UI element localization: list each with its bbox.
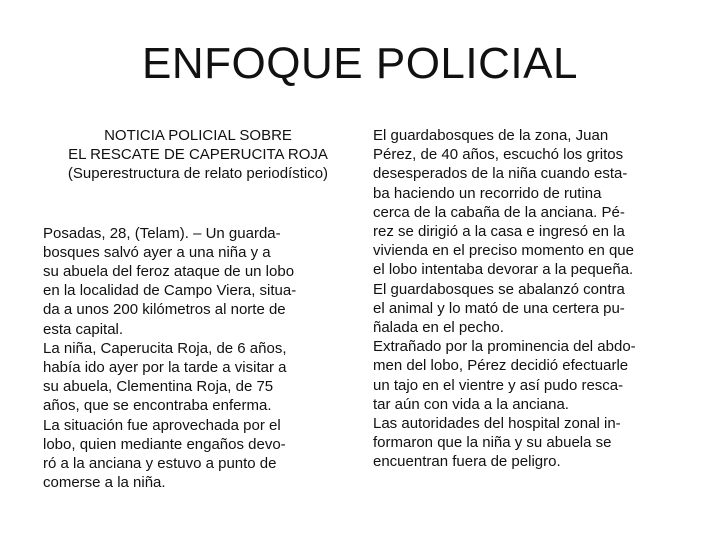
text-line: desesperados de la niña cuando esta- xyxy=(373,165,628,183)
text-line: el lobo intentaba devorar a la pequeña. xyxy=(373,261,634,279)
text-line: formaron que la niña y su abuela se xyxy=(373,434,612,452)
text-line: comerse a la niña. xyxy=(43,474,166,492)
text-line: en la localidad de Campo Viera, situa- xyxy=(43,282,297,300)
text-line: esta capital. xyxy=(43,320,124,338)
left-body-text xyxy=(43,224,353,493)
text-line: rez se dirigió a la casa e ingresó en la xyxy=(373,223,625,241)
text-line: había ido ayer por la tarde a visitar a xyxy=(43,359,287,377)
text-line: da a unos 200 kilómetros al norte de xyxy=(43,301,286,319)
heading-line: NOTICIA POLICIAL SOBRE xyxy=(104,127,292,144)
text-line: encuentran fuera de peligro. xyxy=(373,453,561,471)
text-line: El guardabosques se abalanzó contra xyxy=(373,280,625,298)
text-line: Pérez, de 40 años, escuchó los gritos xyxy=(373,146,624,164)
right-column xyxy=(373,126,683,472)
text-line: el animal y lo mató de una certera pu- xyxy=(373,299,625,317)
text-line: cerca de la cabaña de la anciana. Pé- xyxy=(373,203,625,221)
text-line: men del lobo, Pérez decidió efectuarle xyxy=(373,357,629,375)
text-line: Posadas, 28, (Telam). – Un guarda- xyxy=(43,224,281,242)
text-line: Extrañado por la prominencia del abdo- xyxy=(373,338,636,356)
text-line: su abuela del feroz ataque de un lobo xyxy=(43,263,295,281)
text-line: años, que se encontraba enferma. xyxy=(43,397,272,415)
text-line: Las autoridades del hospital zonal in- xyxy=(373,415,621,433)
text-line: La niña, Caperucita Roja, de 6 años, xyxy=(43,339,287,357)
text-line: ñalada en el pecho. xyxy=(373,319,504,337)
heading-line: EL RESCATE DE CAPERUCITA ROJA xyxy=(68,146,328,164)
text-line: tar aún con vida a la anciana. xyxy=(373,395,569,413)
text-line: ba haciendo un recorrido de rutina xyxy=(373,184,602,202)
slide-title: ENFOQUE POLICIAL xyxy=(142,39,578,88)
text-line: La situación fue aprovechada por el xyxy=(43,416,281,434)
left-column xyxy=(43,126,353,492)
text-line: lobo, quien mediante engaños devo- xyxy=(43,435,286,453)
text-line: un tajo en el vientre y así pudo resca- xyxy=(373,376,624,394)
text-line: su abuela, Clementina Roja, de 75 xyxy=(43,378,274,396)
text-line: El guardabosques de la zona, Juan xyxy=(373,127,609,144)
text-line: bosques salvó ayer a una niña y a xyxy=(43,243,271,261)
text-line: ró a la anciana y estuvo a punto de xyxy=(43,455,277,473)
heading-line: (Superestructura de relato periodístico) xyxy=(67,165,329,183)
right-body-text xyxy=(373,126,683,472)
news-heading xyxy=(43,126,353,184)
text-line: vivienda en el preciso momento en que xyxy=(373,242,634,260)
